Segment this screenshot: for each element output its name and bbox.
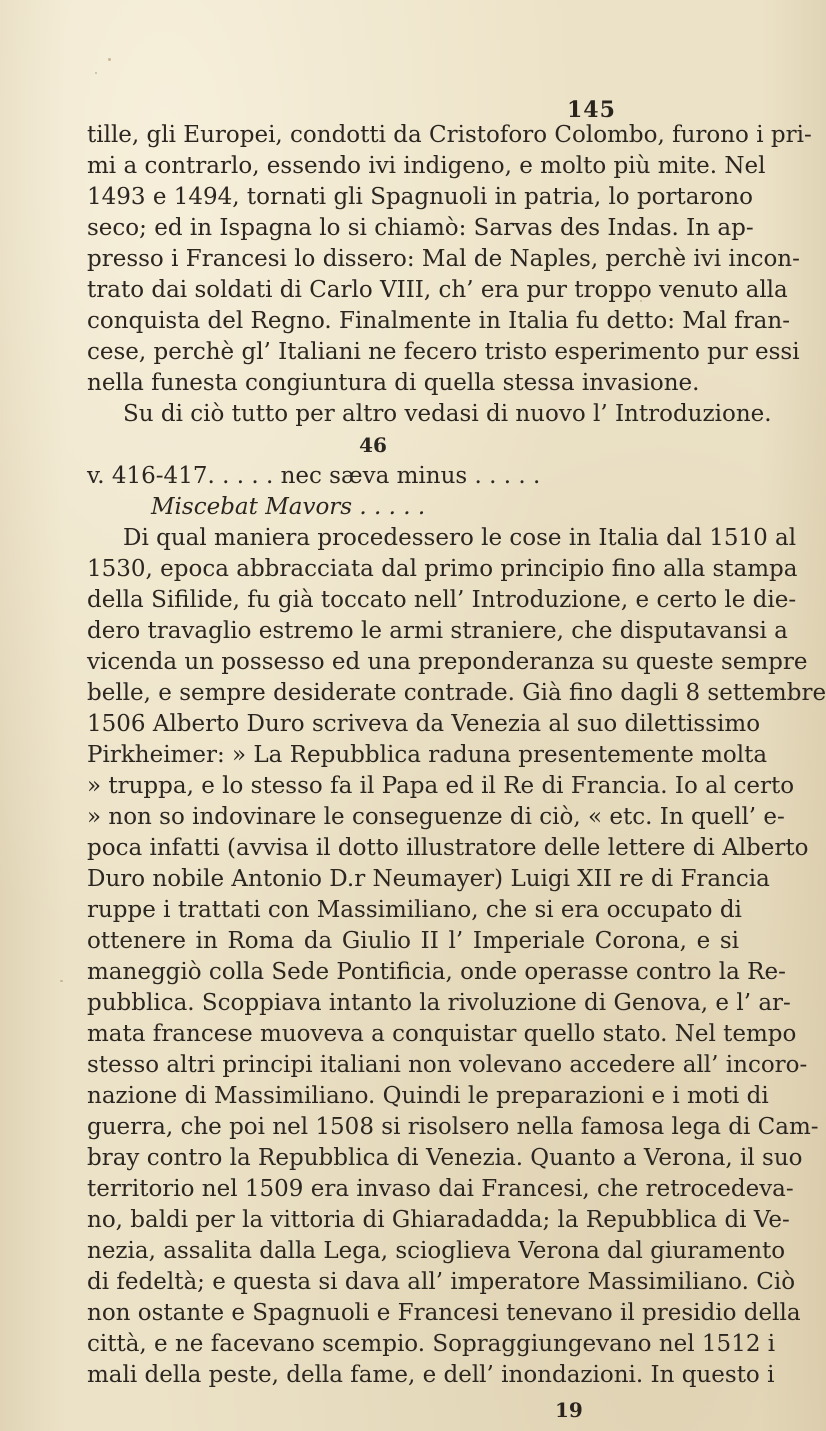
text-line: » truppa, e lo stesso fa il Papa ed il Re di Francia. Io al certo	[87, 773, 795, 799]
text-line: ruppe i trattati con Massimiliano, che si era occupato di	[87, 897, 742, 923]
text-line: di fedeltà; e questa si dava all’ imperatore Massimiliano. Ciò	[87, 1269, 796, 1295]
text-line: territorio nel 1509 era invaso dai Francesi, che retrocedeva-	[87, 1176, 794, 1202]
paper-speck	[108, 58, 111, 61]
text-line: mi a contrarlo, essendo ivi indigeno, e molto più mite. Nel	[87, 153, 766, 179]
text-line: Su di ciò tutto per altro vedasi di nuovo l’ Introduzione.	[123, 401, 772, 427]
text-line: bray contro la Repubblica di Venezia. Quanto a Verona, il suo	[87, 1145, 803, 1171]
text-line: presso i Francesi lo dissero: Mal de Naples, perchè ivi incon-	[87, 246, 800, 272]
text-line: maneggiò colla Sede Pontificia, onde operasse contro la Re-	[87, 959, 786, 985]
text-line: guerra, che poi nel 1508 si risolsero nella famosa lega di Cam-	[87, 1114, 819, 1140]
text-line: nella funesta congiuntura di quella stessa invasione.	[87, 370, 700, 396]
text-line: cese, perchè gl’ Italiani ne fecero tristo esperimento pur essi	[87, 339, 800, 365]
text-line: nazione di Massimiliano. Quindi le preparazioni e i moti di	[87, 1083, 769, 1109]
text-line: no, baldi per la vittoria di Ghiaradadda; la Repubblica di Ve-	[87, 1207, 790, 1233]
text-line: non ostante e Spagnuoli e Francesi tenevano il presidio della	[87, 1300, 801, 1326]
text-line: nezia, assalita dalla Lega, scioglieva Verona dal giuramento	[87, 1238, 786, 1264]
text-line: trato dai soldati di Carlo VIII, ch’ era pur troppo venuto alla	[87, 277, 788, 303]
text-line: dero travaglio estremo le armi straniere, che disputavansi a	[87, 618, 788, 644]
paper-speck	[60, 980, 63, 982]
text-line: 1506 Alberto Duro scriveva da Venezia al suo dilettissimo	[87, 711, 761, 737]
text-line: pubblica. Scoppiava intanto la rivoluzione di Genova, e l’ ar-	[87, 990, 791, 1016]
text-line: conquista del Regno. Finalmente in Italia fu detto: Mal fran-	[87, 308, 790, 334]
verse-reference: v. 416-417. . . . . nec sæva minus . . . . .	[87, 463, 541, 489]
body-text	[87, 120, 826, 1391]
text-line: stesso altri principi italiani non volevano accedere all’ incoro-	[87, 1052, 808, 1078]
text-line: tille, gli Europei, condotti da Cristoforo Colombo, furono i pri-	[87, 122, 812, 148]
text-line: mata francese muoveva a conquistar quello stato. Nel tempo	[87, 1021, 797, 1047]
text-line: ottenere in Roma da Giulio II l’ Imperiale Corona, e si	[87, 928, 739, 954]
paper-speck	[95, 72, 97, 74]
text-line: vicenda un possesso ed una preponderanza su queste sempre	[87, 649, 808, 675]
section-number: 46	[359, 433, 387, 457]
text-line: belle, e sempre desiderate contrade. Già fino dagli 8 settembre	[87, 680, 826, 706]
text-line: 1493 e 1494, tornati gli Spagnuoli in patria, lo portarono	[87, 184, 753, 210]
text-line: seco; ed in Ispagna lo si chiamò: Sarvas des Indas. In ap-	[87, 215, 754, 241]
text-line: mali della peste, della fame, e dell’ inondazioni. In questo i	[87, 1362, 775, 1388]
verse-continuation: Miscebat Mavors . . . . .	[151, 494, 426, 520]
text-line: Duro nobile Antonio D.r Neumayer) Luigi XII re di Francia	[87, 866, 770, 892]
text-line: » non so indovinare le conseguenze di ciò, « etc. In quell’ e-	[87, 804, 785, 830]
text-line: 1530, epoca abbracciata dal primo principio fino alla stampa	[87, 556, 798, 582]
text-line: Di qual maniera procedessero le cose in Italia dal 1510 al	[123, 525, 797, 551]
text-line: Pirkheimer: » La Repubblica raduna presentemente molta	[87, 742, 768, 768]
signature-mark: 19	[555, 1398, 583, 1422]
page-number: 145	[567, 97, 616, 123]
text-line: poca infatti (avvisa il dotto illustratore delle lettere di Alberto	[87, 835, 809, 861]
text-line: città, e ne facevano scempio. Sopraggiungevano nel 1512 i	[87, 1331, 776, 1357]
text-line: della Sifilide, fu già toccato nell’ Introduzione, e certo le die-	[87, 587, 797, 613]
